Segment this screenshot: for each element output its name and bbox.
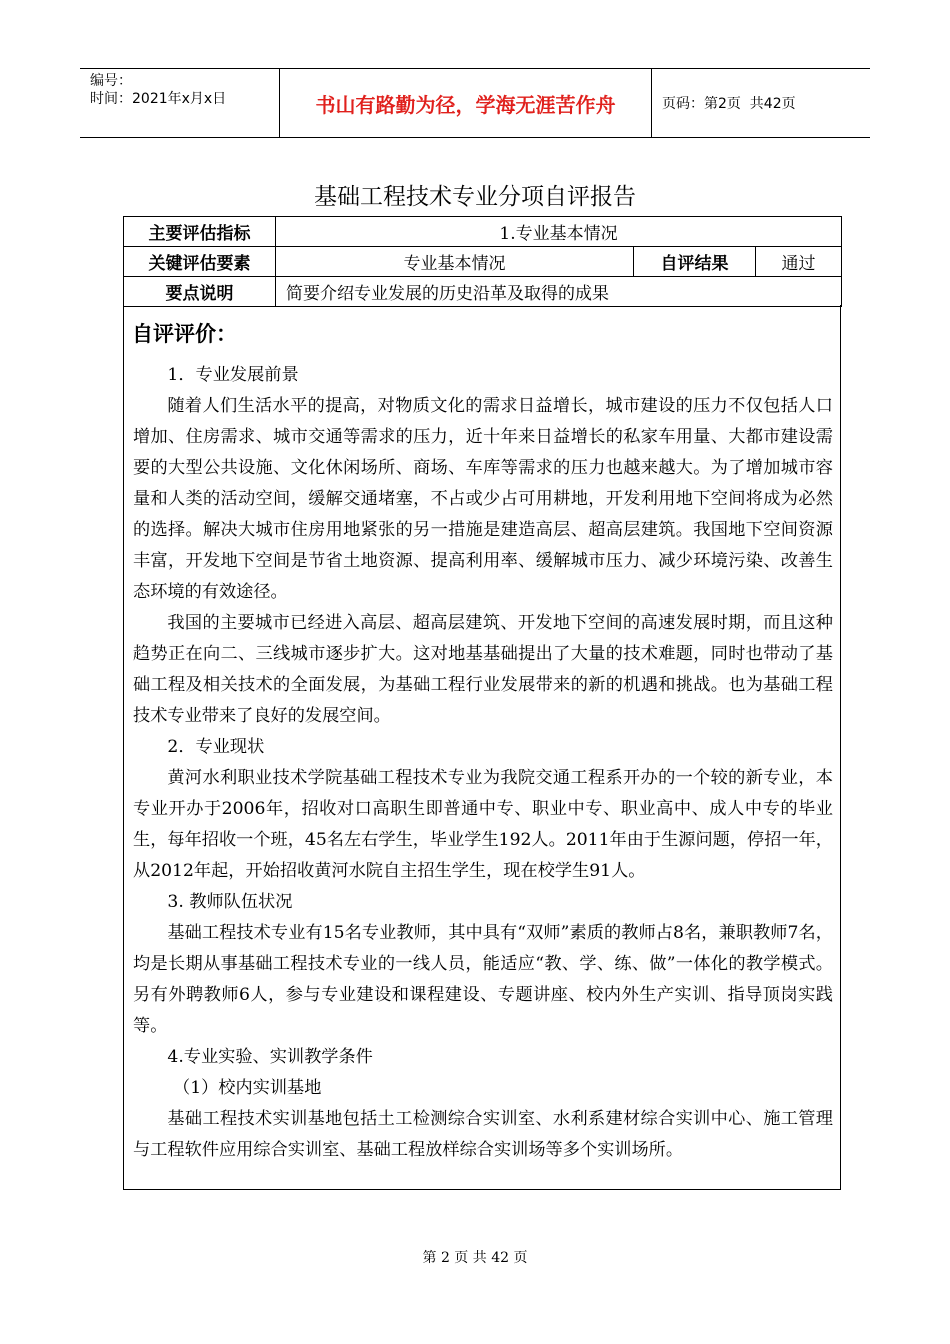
paragraph: 1．专业发展前景	[167, 365, 299, 385]
evaluation-table	[123, 216, 842, 307]
paragraph: 黄河水利职业技术学院基础工程技术专业为我院交通工程系开办的一个较的新专业，本专业开办于2006年，招收对口高职生即普通中专、职业中专、职业高中、成人中专的毕业生，每年招收一个班，45名左右学生，毕业学生192人。2011年由于生源问题，停招一年，从2012年起，开始招收黄河水院自主招生学生，现在校学生91人。	[133, 768, 833, 881]
row-label: 要点说明	[124, 277, 276, 307]
row-value: 简要介绍专业发展的历史沿革及取得的成果	[276, 277, 842, 307]
row-value: 1.专业基本情况	[276, 217, 842, 247]
row-label: 关键评估要素	[124, 247, 276, 277]
paragraph: 我国的主要城市已经进入高层、超高层建筑、开发地下空间的高速发展时期，而且这种趋势正在向二、三线城市逐步扩大。这对地基基础提出了大量的技术难题，同时也带动了基础工程及相关技术的全面发展，为基础工程行业发展带来的新的机遇和挑战。也为基础工程技术专业带来了良好的发展空间。	[133, 613, 833, 726]
page-info-text: 页码：第2页 共42页	[662, 96, 796, 112]
paragraph: 基础工程技术专业有15名专业教师，其中具有“双师”素质的教师占8名，兼职教师7名，均是长期从事基础工程技术专业的一线人员，能适应“教、学、练、做”一体化的教学模式。另有外聘教师6人，参与专业建设和课程建设、专题讲座、校内外生产实训、指导顶岗实践等。	[133, 923, 833, 1036]
paragraph: 2．专业现状	[167, 737, 265, 757]
number-label: 编号：	[90, 73, 132, 89]
paragraph: 4.专业实验、实训教学条件	[167, 1047, 373, 1067]
page-header	[80, 68, 870, 138]
evaluation-content	[133, 360, 833, 1166]
time-label: 时间：2021年x月x日	[90, 91, 227, 107]
paragraph: 随着人们生活水平的提高，对物质文化的需求日益增长，城市建设的压力不仅包括人口增加、住房需求、城市交通等需求的压力，近十年来日益增长的私家车用量、大都市建设需要的大型公共设施、文化休闲场所、商场、车库等需求的压力也越来越大。为了增加城市容量和人类的活动空间，缓解交通堵塞，不占或少占可用耕地，开发利用地下空间将成为必然的选择。解决大城市住房用地紧张的另一措施是建造高层、超高层建筑。我国地下空间资源丰富，开发地下空间是节省土地资源、提高利用率、缓解城市压力、减少环境污染、改善生态环境的有效途径。	[133, 396, 833, 602]
paragraph: 基础工程技术实训基地包括土工检测综合实训室、水利系建材综合实训中心、施工管理与工程软件应用综合实训室、基础工程放样综合实训场等多个实训场所。	[133, 1109, 833, 1160]
table-row	[124, 277, 842, 307]
header-meta	[80, 69, 280, 137]
document-title: 基础工程技术专业分项自评报告	[314, 184, 636, 210]
result-value: 通过	[756, 247, 842, 277]
table-row	[124, 217, 842, 247]
result-label: 自评结果	[634, 247, 756, 277]
paragraph: （1）校内实训基地	[173, 1078, 322, 1098]
section-title: 自评评价：	[132, 322, 237, 346]
row-value: 专业基本情况	[276, 247, 634, 277]
paragraph: 3. 教师队伍状况	[167, 892, 293, 912]
header-motto: 书山有路勤为径，学海无涯苦作舟	[280, 69, 652, 137]
header-page-info	[652, 69, 870, 137]
table-row	[124, 247, 842, 277]
page-footer: 第 2 页 共 42 页	[422, 1250, 528, 1266]
row-label: 主要评估指标	[124, 217, 276, 247]
